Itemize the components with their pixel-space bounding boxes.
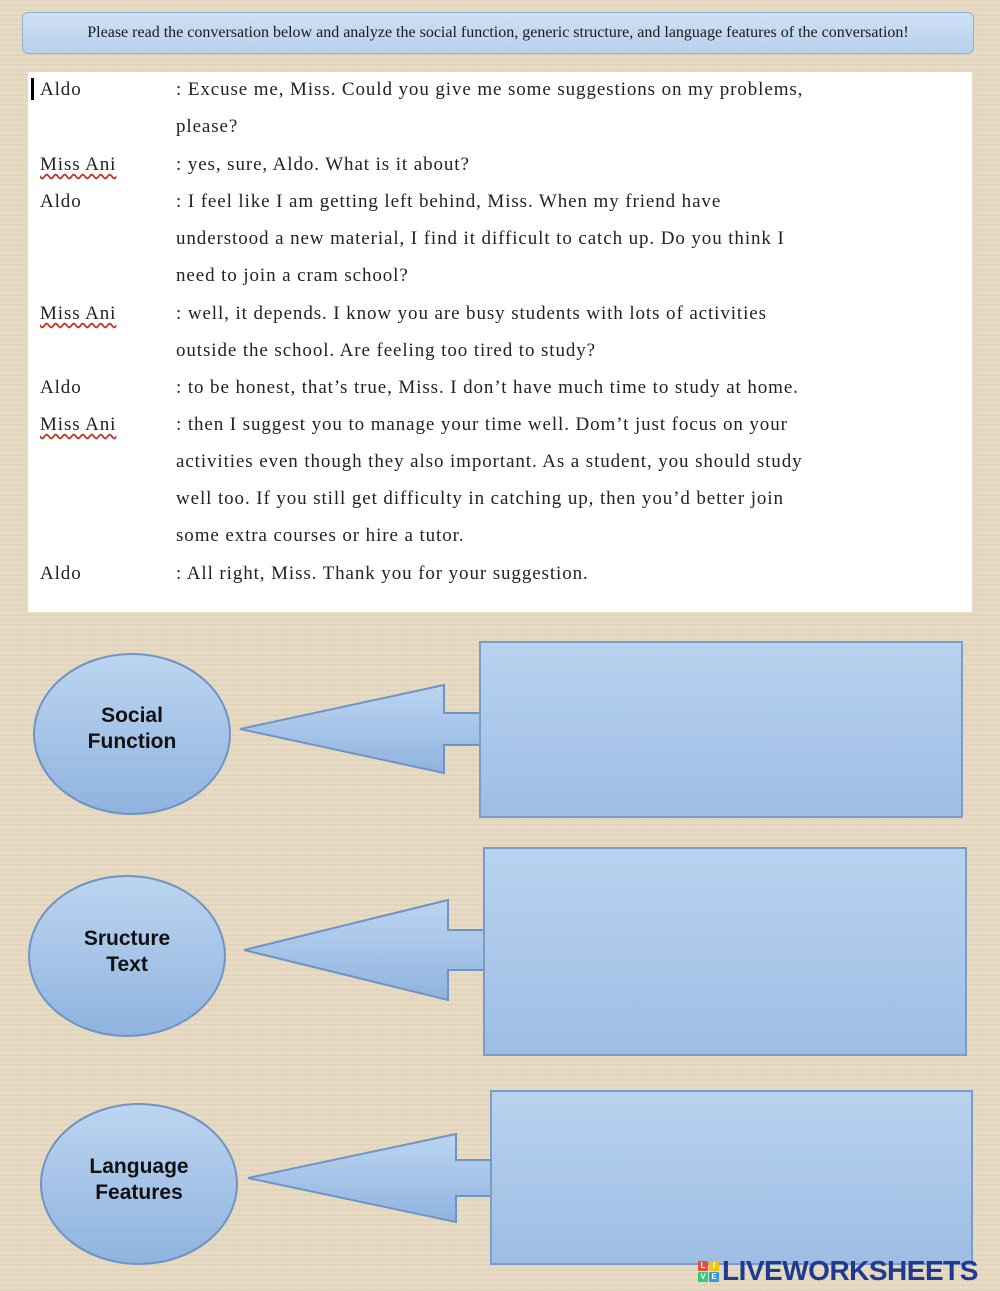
- dialog-speaker: Miss Ani: [40, 154, 117, 175]
- social-function-answer-box[interactable]: [479, 641, 963, 818]
- dialog-line: : yes, sure, Aldo. What is it about?: [176, 154, 470, 175]
- dialog-speaker: Aldo: [40, 377, 82, 398]
- structure-text-label: Sructure Text: [83, 927, 171, 976]
- dialog-line: : to be honest, that’s true, Miss. I don’t have much time to study at home.: [176, 377, 799, 398]
- social-function-arrow: [240, 685, 482, 773]
- dialog-speaker: Aldo: [40, 79, 82, 100]
- instruction-text: Please read the conversation below and analyze the social function, generic structure, and language features of the conversation!: [87, 24, 909, 41]
- dialog-speaker: Aldo: [40, 191, 82, 212]
- dialog-line: understood a new material, I find it difficult to catch up. Do you think I: [176, 228, 785, 249]
- structure-text-arrow: [244, 900, 486, 1000]
- dialog-speaker: Aldo: [40, 563, 82, 584]
- dialog-line: activities even though they also important. As a student, you should study: [176, 451, 803, 472]
- dialog-line: outside the school. Are feeling too tired to study?: [176, 340, 597, 361]
- social-function-label: Social Function: [87, 704, 177, 753]
- dialog-line: well too. If you still get difficulty in catching up, then you’d better join: [176, 488, 784, 509]
- dialog-line: some extra courses or hire a tutor.: [176, 525, 465, 546]
- dialog-line: need to join a cram school?: [176, 265, 409, 286]
- dialog-line: : well, it depends. I know you are busy students with lots of activities: [176, 303, 767, 324]
- dialog-speaker: Miss Ani: [40, 303, 117, 324]
- logo-text: LIVEWORKSHEETS: [722, 1255, 978, 1286]
- dialog-line: please?: [176, 116, 239, 137]
- language-features-arrow: [248, 1134, 492, 1222]
- dialog-line: : All right, Miss. Thank you for your suggestion.: [176, 563, 589, 584]
- structure-text-answer-box[interactable]: [483, 847, 967, 1056]
- dialog-line: : I feel like I am getting left behind, Miss. When my friend have: [176, 191, 722, 212]
- dialog-speaker: Miss Ani: [40, 414, 117, 435]
- logo-mark-icon: L I V E: [698, 1261, 719, 1282]
- dialog-line: : then I suggest you to manage your time well. Dom’t just focus on your: [176, 414, 788, 435]
- language-features-label: Language Features: [89, 1155, 189, 1204]
- language-features-answer-box[interactable]: [490, 1090, 973, 1265]
- dialog-line: : Excuse me, Miss. Could you give me some suggestions on my problems,: [176, 79, 804, 100]
- liveworksheets-logo: [698, 1256, 978, 1286]
